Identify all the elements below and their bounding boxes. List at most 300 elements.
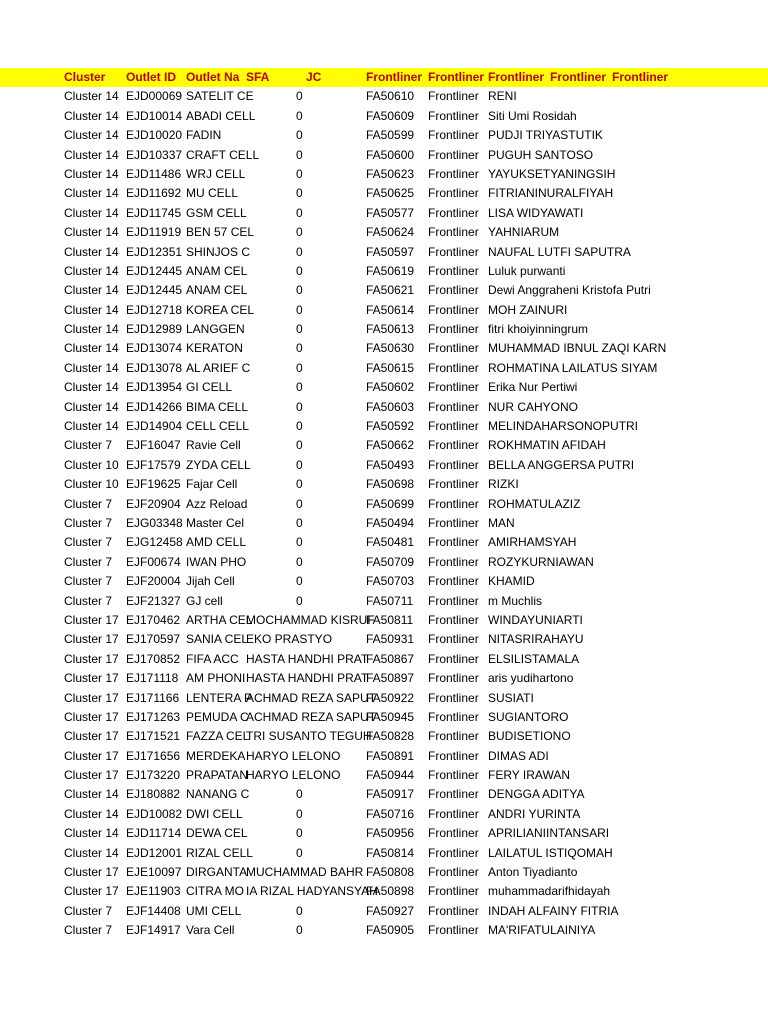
cell-outlet-name[interactable]: MU CELL: [186, 186, 239, 201]
cell-sfa[interactable]: HASTA HANDHI PRAT: [246, 651, 369, 666]
cell-outlet-id[interactable]: EJD12351: [126, 244, 183, 259]
cell-jc[interactable]: 0: [296, 205, 303, 220]
cell-sfa[interactable]: [246, 495, 296, 514]
cell-outlet-name[interactable]: AL ARIEF C: [186, 360, 251, 375]
cell-frontliner-role[interactable]: Frontliner: [428, 205, 479, 220]
cell-outlet-id[interactable]: EJ171521: [126, 729, 181, 744]
cell-sfa[interactable]: [246, 359, 296, 378]
cell-cluster[interactable]: Cluster 17: [64, 651, 119, 666]
cell-cluster[interactable]: Cluster 14: [64, 186, 119, 201]
cell-frontliner-id[interactable]: FA50811: [366, 612, 414, 627]
cell-frontliner-id[interactable]: FA50602: [366, 380, 415, 395]
cell-cluster[interactable]: Cluster 14: [64, 826, 119, 841]
cell-jc[interactable]: 0: [296, 457, 303, 472]
cell-cluster[interactable]: Cluster 14: [64, 341, 119, 356]
cell-outlet-id[interactable]: EJD13074: [126, 341, 183, 356]
cell-outlet-name[interactable]: BIMA CELL: [186, 399, 249, 414]
cell-outlet-id[interactable]: EJ171656: [126, 748, 181, 763]
cell-frontliner-name[interactable]: RENI: [488, 89, 517, 104]
cell-frontliner-id[interactable]: FA50808: [366, 865, 415, 880]
header-jc[interactable]: JC: [306, 70, 322, 84]
cell-outlet-name[interactable]: LANGGEN: [186, 322, 245, 337]
cell-outlet-id[interactable]: EJ171118: [126, 671, 179, 686]
cell-frontliner-role[interactable]: Frontliner: [428, 283, 479, 298]
cell-cluster[interactable]: Cluster 7: [64, 574, 113, 589]
cell-frontliner-role[interactable]: Frontliner: [428, 709, 479, 724]
cell-outlet-name[interactable]: ANAM CEL: [186, 263, 248, 278]
cell-frontliner-id[interactable]: FA50709: [366, 554, 415, 569]
cell-frontliner-name[interactable]: ROKHMATIN AFIDAH: [488, 438, 606, 453]
cell-cluster[interactable]: Cluster 7: [64, 496, 113, 511]
cell-jc[interactable]: 0: [296, 477, 303, 492]
cell-frontliner-role[interactable]: Frontliner: [428, 612, 479, 627]
cell-frontliner-name[interactable]: m Muchlis: [488, 593, 543, 608]
header-frontliner-4[interactable]: Frontliner: [550, 70, 606, 84]
cell-outlet-name[interactable]: ABADI CELL: [186, 108, 256, 123]
cell-outlet-id[interactable]: EJ180882: [126, 787, 181, 802]
cell-outlet-id[interactable]: EJD12445: [126, 283, 183, 298]
cell-sfa[interactable]: [246, 475, 296, 494]
cell-outlet-name[interactable]: Vara Cell: [186, 923, 235, 938]
cell-outlet-name[interactable]: UMI CELL: [186, 903, 242, 918]
cell-outlet-id[interactable]: EJD14266: [126, 399, 183, 414]
cell-frontliner-role[interactable]: Frontliner: [428, 166, 479, 181]
cell-outlet-name[interactable]: DEWA CEL: [186, 826, 248, 841]
cell-frontliner-role[interactable]: Frontliner: [428, 671, 479, 686]
cell-frontliner-id[interactable]: FA50905: [366, 923, 415, 938]
cell-outlet-id[interactable]: EJD11486: [126, 166, 182, 181]
cell-outlet-id[interactable]: EJD13954: [126, 380, 183, 395]
cell-sfa[interactable]: [246, 436, 296, 455]
cell-sfa[interactable]: EKO PRASTYO: [246, 632, 333, 647]
cell-outlet-id[interactable]: EJD13078: [126, 360, 183, 375]
cell-jc[interactable]: 0: [296, 903, 303, 918]
cell-frontliner-name[interactable]: FITRIANINURALFIYAH: [488, 186, 614, 201]
cell-cluster[interactable]: Cluster 17: [64, 632, 119, 647]
cell-frontliner-role[interactable]: Frontliner: [428, 438, 479, 453]
cell-outlet-name[interactable]: SATELIT CE: [186, 89, 254, 104]
cell-frontliner-role[interactable]: Frontliner: [428, 729, 479, 744]
cell-frontliner-name[interactable]: aris yudihartono: [488, 671, 574, 686]
cell-jc[interactable]: 0: [296, 826, 303, 841]
cell-outlet-name[interactable]: SANIA CEL: [186, 632, 249, 647]
cell-cluster[interactable]: Cluster 14: [64, 147, 119, 162]
cell-jc[interactable]: 0: [296, 244, 303, 259]
cell-jc[interactable]: 0: [296, 593, 303, 608]
cell-frontliner-role[interactable]: Frontliner: [428, 457, 479, 472]
cell-frontliner-role[interactable]: Frontliner: [428, 845, 479, 860]
cell-frontliner-role[interactable]: Frontliner: [428, 515, 479, 530]
cell-outlet-id[interactable]: EJF20904: [126, 496, 181, 511]
cell-outlet-name[interactable]: PEMUDA C: [186, 709, 249, 724]
cell-outlet-id[interactable]: EJD11714: [126, 826, 182, 841]
cell-jc[interactable]: [296, 611, 316, 630]
cell-sfa[interactable]: [246, 785, 296, 804]
cell-cluster[interactable]: Cluster 17: [64, 671, 119, 686]
cell-frontliner-id[interactable]: FA50610: [366, 89, 415, 104]
cell-jc[interactable]: [296, 669, 316, 688]
cell-outlet-id[interactable]: EJD12989: [126, 322, 183, 337]
cell-frontliner-name[interactable]: DIMAS ADI: [488, 748, 549, 763]
cell-cluster[interactable]: Cluster 14: [64, 128, 119, 143]
cell-cluster[interactable]: Cluster 17: [64, 748, 119, 763]
cell-frontliner-id[interactable]: FA50944: [366, 768, 415, 783]
cell-sfa[interactable]: [246, 146, 296, 165]
cell-frontliner-id[interactable]: FA50599: [366, 128, 415, 143]
cell-outlet-id[interactable]: EJ171263: [126, 709, 181, 724]
cell-sfa[interactable]: [246, 107, 296, 126]
cell-frontliner-name[interactable]: NITASRIRAHAYU: [488, 632, 584, 647]
cell-jc[interactable]: [296, 650, 316, 669]
cell-jc[interactable]: 0: [296, 322, 303, 337]
cell-outlet-id[interactable]: EJF20004: [126, 574, 181, 589]
cell-sfa[interactable]: ACHMAD REZA SAPUT: [246, 709, 377, 724]
cell-frontliner-role[interactable]: Frontliner: [428, 419, 479, 434]
cell-sfa[interactable]: [246, 126, 296, 145]
cell-frontliner-id[interactable]: FA50577: [366, 205, 415, 220]
cell-outlet-id[interactable]: EJ171166: [126, 690, 180, 705]
cell-frontliner-id[interactable]: FA50917: [366, 787, 415, 802]
cell-cluster[interactable]: Cluster 17: [64, 729, 119, 744]
cell-frontliner-name[interactable]: MUHAMMAD IBNUL ZAQI KARN: [488, 341, 667, 356]
cell-jc[interactable]: 0: [296, 166, 303, 181]
cell-frontliner-role[interactable]: Frontliner: [428, 147, 479, 162]
cell-outlet-name[interactable]: Azz Reload: [186, 496, 248, 511]
cell-sfa[interactable]: [246, 844, 296, 863]
cell-outlet-name[interactable]: FIFA ACC: [186, 651, 239, 666]
cell-frontliner-id[interactable]: FA50609: [366, 108, 415, 123]
cell-frontliner-id[interactable]: FA50619: [366, 263, 415, 278]
cell-frontliner-name[interactable]: WINDAYUNIARTI: [488, 612, 583, 627]
cell-frontliner-role[interactable]: Frontliner: [428, 787, 479, 802]
cell-frontliner-name[interactable]: PUDJI TRIYASTUTIK: [488, 128, 603, 143]
cell-outlet-name[interactable]: CRAFT CELL: [186, 147, 260, 162]
cell-cluster[interactable]: Cluster 14: [64, 419, 119, 434]
cell-cluster[interactable]: Cluster 7: [64, 535, 113, 550]
cell-frontliner-id[interactable]: FA50699: [366, 496, 415, 511]
cell-jc[interactable]: 0: [296, 787, 303, 802]
cell-frontliner-name[interactable]: MAN: [488, 515, 515, 530]
cell-frontliner-role[interactable]: Frontliner: [428, 360, 479, 375]
cell-sfa[interactable]: [246, 553, 296, 572]
cell-cluster[interactable]: Cluster 7: [64, 438, 113, 453]
cell-frontliner-name[interactable]: Anton Tiyadianto: [488, 865, 578, 880]
cell-frontliner-name[interactable]: FERY IRAWAN: [488, 768, 571, 783]
cell-outlet-name[interactable]: Ravie Cell: [186, 438, 241, 453]
cell-cluster[interactable]: Cluster 14: [64, 263, 119, 278]
cell-frontliner-role[interactable]: Frontliner: [428, 89, 479, 104]
cell-outlet-name[interactable]: BEN 57 CEL: [186, 225, 255, 240]
cell-frontliner-role[interactable]: Frontliner: [428, 632, 479, 647]
cell-outlet-name[interactable]: IWAN PHO: [186, 554, 247, 569]
cell-frontliner-name[interactable]: RIZKI: [488, 477, 519, 492]
cell-cluster[interactable]: Cluster 17: [64, 768, 119, 783]
cell-frontliner-id[interactable]: FA50494: [366, 515, 415, 530]
cell-sfa[interactable]: [246, 223, 296, 242]
cell-outlet-id[interactable]: EJD00069: [126, 89, 183, 104]
cell-frontliner-id[interactable]: FA50630: [366, 341, 415, 356]
cell-jc[interactable]: 0: [296, 806, 303, 821]
cell-frontliner-id[interactable]: FA50897: [366, 671, 415, 686]
cell-cluster[interactable]: Cluster 14: [64, 845, 119, 860]
cell-frontliner-id[interactable]: FA50603: [366, 399, 415, 414]
cell-outlet-name[interactable]: LENTERA P: [186, 690, 253, 705]
cell-frontliner-name[interactable]: MELINDAHARSONOPUTRI: [488, 419, 639, 434]
cell-jc[interactable]: 0: [296, 380, 303, 395]
cell-frontliner-name[interactable]: MOH ZAINURI: [488, 302, 568, 317]
cell-cluster[interactable]: Cluster 14: [64, 787, 119, 802]
cell-jc[interactable]: 0: [296, 283, 303, 298]
cell-outlet-id[interactable]: EJD14904: [126, 419, 183, 434]
cell-frontliner-id[interactable]: FA50624: [366, 225, 415, 240]
cell-jc[interactable]: 0: [296, 225, 303, 240]
header-sfa[interactable]: SFA: [246, 70, 270, 84]
cell-sfa[interactable]: [246, 378, 296, 397]
header-frontliner-5[interactable]: Frontliner: [612, 70, 668, 84]
cell-outlet-name[interactable]: RIZAL CELL: [186, 845, 253, 860]
cell-frontliner-role[interactable]: Frontliner: [428, 884, 479, 899]
cell-frontliner-role[interactable]: Frontliner: [428, 186, 479, 201]
cell-frontliner-name[interactable]: LAILATUL ISTIQOMAH: [488, 845, 613, 860]
cell-frontliner-id[interactable]: FA50828: [366, 729, 415, 744]
cell-jc[interactable]: [296, 882, 316, 901]
cell-frontliner-id[interactable]: FA50625: [366, 186, 415, 201]
cell-frontliner-role[interactable]: Frontliner: [428, 651, 479, 666]
cell-sfa[interactable]: [246, 320, 296, 339]
cell-outlet-id[interactable]: EJF19625: [126, 477, 181, 492]
cell-frontliner-role[interactable]: Frontliner: [428, 128, 479, 143]
cell-jc[interactable]: 0: [296, 360, 303, 375]
cell-outlet-name[interactable]: DIRGANTA: [186, 865, 248, 880]
cell-frontliner-name[interactable]: KHAMID: [488, 574, 535, 589]
cell-outlet-id[interactable]: EJD10337: [126, 147, 183, 162]
cell-outlet-name[interactable]: KOREA CEL: [186, 302, 255, 317]
cell-frontliner-name[interactable]: ROZYKURNIAWAN: [488, 554, 594, 569]
cell-jc[interactable]: 0: [296, 496, 303, 511]
cell-frontliner-id[interactable]: FA50922: [366, 690, 415, 705]
cell-jc[interactable]: 0: [296, 535, 303, 550]
cell-frontliner-role[interactable]: Frontliner: [428, 593, 479, 608]
cell-frontliner-name[interactable]: DENGGA ADITYA: [488, 787, 585, 802]
cell-cluster[interactable]: Cluster 14: [64, 360, 119, 375]
cell-frontliner-name[interactable]: ROHMATULAZIZ: [488, 496, 581, 511]
cell-jc[interactable]: 0: [296, 186, 303, 201]
cell-sfa[interactable]: HASTA HANDHI PRAT: [246, 671, 369, 686]
cell-cluster[interactable]: Cluster 7: [64, 554, 113, 569]
cell-frontliner-role[interactable]: Frontliner: [428, 923, 479, 938]
cell-frontliner-name[interactable]: ANDRI YURINTA: [488, 806, 581, 821]
cell-cluster[interactable]: Cluster 14: [64, 89, 119, 104]
cell-frontliner-role[interactable]: Frontliner: [428, 554, 479, 569]
cell-sfa[interactable]: [246, 184, 296, 203]
cell-sfa[interactable]: MUCHAMMAD BAHR: [246, 865, 364, 880]
cell-outlet-name[interactable]: GI CELL: [186, 380, 233, 395]
cell-frontliner-role[interactable]: Frontliner: [428, 399, 479, 414]
cell-frontliner-id[interactable]: FA50623: [366, 166, 415, 181]
cell-frontliner-id[interactable]: FA50613: [366, 322, 415, 337]
cell-outlet-name[interactable]: NANANG C: [186, 787, 250, 802]
cell-jc[interactable]: 0: [296, 399, 303, 414]
header-outlet-name[interactable]: Outlet Na: [186, 70, 240, 84]
cell-sfa[interactable]: HARYO LELONO: [246, 768, 341, 783]
cell-outlet-id[interactable]: EJD10020: [126, 128, 183, 143]
cell-cluster[interactable]: Cluster 17: [64, 884, 119, 899]
cell-frontliner-id[interactable]: FA50615: [366, 360, 415, 375]
cell-outlet-name[interactable]: DWI CELL: [186, 806, 243, 821]
cell-outlet-name[interactable]: PRAPATAN: [186, 768, 249, 783]
cell-frontliner-id[interactable]: FA50597: [366, 244, 415, 259]
cell-outlet-name[interactable]: CELL CELL: [186, 419, 249, 434]
cell-frontliner-id[interactable]: FA50867: [366, 651, 415, 666]
cell-frontliner-name[interactable]: PUGUH SANTOSO: [488, 147, 594, 162]
cell-frontliner-id[interactable]: FA50592: [366, 419, 415, 434]
cell-sfa[interactable]: [246, 824, 296, 843]
cell-frontliner-role[interactable]: Frontliner: [428, 826, 479, 841]
cell-frontliner-id[interactable]: FA50493: [366, 457, 415, 472]
cell-jc[interactable]: [296, 863, 316, 882]
cell-sfa[interactable]: [246, 921, 296, 940]
cell-cluster[interactable]: Cluster 14: [64, 806, 119, 821]
cell-sfa[interactable]: ACHMAD REZA SAPUT: [246, 690, 377, 705]
cell-jc[interactable]: 0: [296, 554, 303, 569]
cell-sfa[interactable]: [246, 533, 296, 552]
cell-frontliner-role[interactable]: Frontliner: [428, 535, 479, 550]
cell-frontliner-role[interactable]: Frontliner: [428, 496, 479, 511]
cell-sfa[interactable]: [246, 339, 296, 358]
header-outlet-id[interactable]: Outlet ID: [126, 70, 176, 84]
cell-sfa[interactable]: [246, 165, 296, 184]
cell-outlet-name[interactable]: AM PHONI: [186, 671, 246, 686]
cell-jc[interactable]: 0: [296, 108, 303, 123]
cell-outlet-name[interactable]: FAZZA CEL: [186, 729, 250, 744]
cell-cluster[interactable]: Cluster 14: [64, 399, 119, 414]
cell-frontliner-role[interactable]: Frontliner: [428, 244, 479, 259]
cell-frontliner-id[interactable]: FA50703: [366, 574, 415, 589]
cell-outlet-name[interactable]: ZYDA CELL: [186, 457, 251, 472]
cell-frontliner-role[interactable]: Frontliner: [428, 108, 479, 123]
cell-sfa[interactable]: TRI SUSANTO TEGUH: [246, 729, 372, 744]
cell-sfa[interactable]: [246, 805, 296, 824]
cell-frontliner-name[interactable]: Erika Nur Pertiwi: [488, 380, 578, 395]
cell-outlet-id[interactable]: EJ170462: [126, 612, 181, 627]
cell-outlet-name[interactable]: MERDEKA: [186, 748, 246, 763]
cell-frontliner-name[interactable]: YAHNIARUM: [488, 225, 560, 240]
cell-sfa[interactable]: [246, 262, 296, 281]
cell-frontliner-name[interactable]: fitri khoiyinningrum: [488, 322, 589, 337]
cell-frontliner-role[interactable]: Frontliner: [428, 865, 479, 880]
cell-frontliner-name[interactable]: BELLA ANGGERSA PUTRI: [488, 457, 635, 472]
cell-frontliner-id[interactable]: FA50711: [366, 593, 414, 608]
cell-frontliner-id[interactable]: FA50662: [366, 438, 415, 453]
cell-cluster[interactable]: Cluster 7: [64, 903, 113, 918]
cell-jc[interactable]: [296, 708, 316, 727]
cell-outlet-id[interactable]: EJD10082: [126, 806, 183, 821]
cell-frontliner-role[interactable]: Frontliner: [428, 574, 479, 589]
cell-outlet-name[interactable]: ARTHA CEL: [186, 612, 253, 627]
cell-jc[interactable]: 0: [296, 263, 303, 278]
cell-outlet-id[interactable]: EJG12458: [126, 535, 183, 550]
cell-jc[interactable]: 0: [296, 89, 303, 104]
cell-outlet-id[interactable]: EJD10014: [126, 108, 183, 123]
cell-sfa[interactable]: [246, 281, 296, 300]
cell-frontliner-id[interactable]: FA50891: [366, 748, 415, 763]
cell-frontliner-role[interactable]: Frontliner: [428, 380, 479, 395]
cell-frontliner-name[interactable]: APRILIANIINTANSARI: [488, 826, 610, 841]
cell-frontliner-name[interactable]: muhammadarifhidayah: [488, 884, 611, 899]
cell-jc[interactable]: [296, 747, 316, 766]
cell-frontliner-id[interactable]: FA50698: [366, 477, 415, 492]
cell-sfa[interactable]: MOCHAMMAD KISRUF: [246, 612, 375, 627]
cell-outlet-id[interactable]: EJ170852: [126, 651, 181, 666]
cell-sfa[interactable]: [246, 902, 296, 921]
cell-outlet-id[interactable]: EJD11745: [126, 205, 182, 220]
cell-frontliner-name[interactable]: LISA WIDYAWATI: [488, 205, 584, 220]
cell-cluster[interactable]: Cluster 7: [64, 515, 113, 530]
cell-jc[interactable]: 0: [296, 438, 303, 453]
cell-frontliner-role[interactable]: Frontliner: [428, 903, 479, 918]
cell-outlet-id[interactable]: EJD12001: [126, 845, 183, 860]
cell-frontliner-name[interactable]: MA'RIFATULAINIYA: [488, 923, 596, 938]
cell-frontliner-id[interactable]: FA50621: [366, 283, 415, 298]
cell-frontliner-role[interactable]: Frontliner: [428, 477, 479, 492]
cell-cluster[interactable]: Cluster 14: [64, 166, 119, 181]
cell-sfa[interactable]: [246, 417, 296, 436]
header-frontliner-3[interactable]: Frontliner: [488, 70, 544, 84]
cell-outlet-id[interactable]: EJF17579: [126, 457, 181, 472]
cell-outlet-id[interactable]: EJF00674: [126, 554, 181, 569]
cell-frontliner-role[interactable]: Frontliner: [428, 748, 479, 763]
cell-frontliner-role[interactable]: Frontliner: [428, 341, 479, 356]
cell-sfa[interactable]: [246, 398, 296, 417]
cell-outlet-id[interactable]: EJE11903: [126, 884, 181, 899]
cell-jc[interactable]: 0: [296, 574, 303, 589]
cell-frontliner-name[interactable]: INDAH ALFAINY FITRIA: [488, 903, 619, 918]
cell-jc[interactable]: 0: [296, 302, 303, 317]
cell-cluster[interactable]: Cluster 10: [64, 477, 119, 492]
cell-outlet-name[interactable]: KERATON: [186, 341, 243, 356]
cell-outlet-name[interactable]: AMD CELL: [186, 535, 247, 550]
cell-outlet-name[interactable]: GSM CELL: [186, 205, 247, 220]
cell-frontliner-id[interactable]: FA50931: [366, 632, 415, 647]
cell-frontliner-name[interactable]: SUSIATI: [488, 690, 534, 705]
header-frontliner-2[interactable]: Frontliner: [428, 70, 484, 84]
cell-outlet-id[interactable]: EJF16047: [126, 438, 181, 453]
cell-outlet-name[interactable]: GJ cell: [186, 593, 223, 608]
cell-sfa[interactable]: HARYO LELONO: [246, 748, 341, 763]
cell-outlet-id[interactable]: EJE10097: [126, 865, 182, 880]
cell-cluster[interactable]: Cluster 10: [64, 457, 119, 472]
cell-outlet-id[interactable]: EJD11692: [126, 186, 182, 201]
cell-cluster[interactable]: Cluster 17: [64, 690, 119, 705]
cell-frontliner-name[interactable]: AMIRHAMSYAH: [488, 535, 577, 550]
cell-sfa[interactable]: [246, 204, 296, 223]
cell-frontliner-name[interactable]: Dewi Anggraheni Kristofa Putri: [488, 283, 651, 298]
cell-frontliner-name[interactable]: ELSILISTAMALA: [488, 651, 580, 666]
cell-sfa[interactable]: [246, 243, 296, 262]
cell-frontliner-name[interactable]: YAYUKSETYANINGSIH: [488, 166, 616, 181]
cell-outlet-id[interactable]: EJF21327: [126, 593, 181, 608]
cell-outlet-id[interactable]: EJG03348: [126, 515, 183, 530]
cell-cluster[interactable]: Cluster 14: [64, 225, 119, 240]
cell-sfa[interactable]: [246, 592, 296, 611]
cell-cluster[interactable]: Cluster 7: [64, 923, 113, 938]
header-cluster[interactable]: Cluster: [64, 70, 106, 84]
cell-frontliner-role[interactable]: Frontliner: [428, 768, 479, 783]
cell-jc[interactable]: [296, 766, 316, 785]
cell-outlet-name[interactable]: Jijah Cell: [186, 574, 235, 589]
cell-sfa[interactable]: [246, 572, 296, 591]
cell-cluster[interactable]: Cluster 14: [64, 322, 119, 337]
